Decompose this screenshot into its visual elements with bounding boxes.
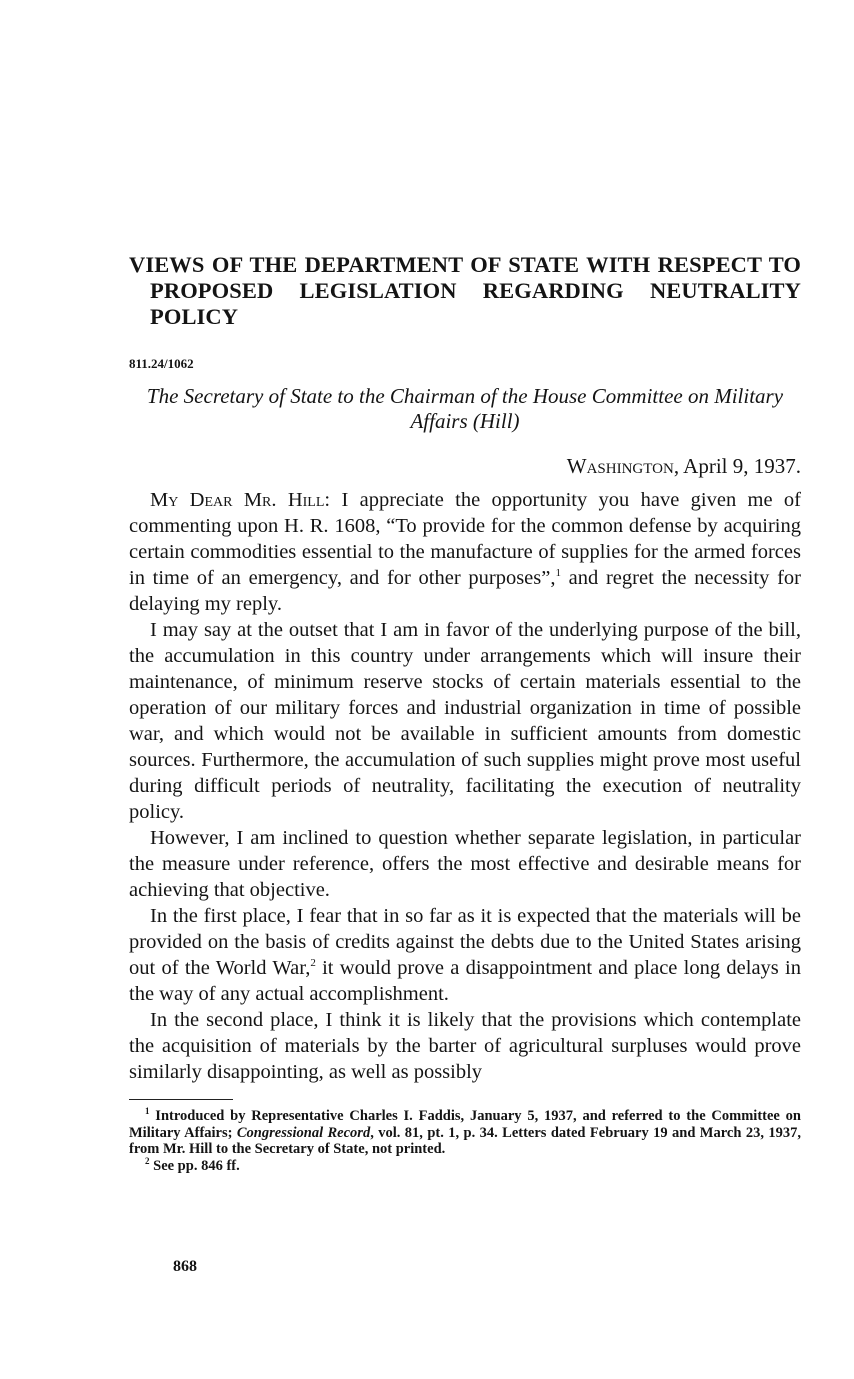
footnote-ref-2: 2 (310, 957, 316, 970)
dateline (129, 454, 801, 479)
paragraph-1-text-b: and regret the necessity for delaying my reply. (129, 567, 801, 615)
footnote-1-mark: 1 (145, 1106, 150, 1117)
document-page (129, 252, 801, 1174)
footnote-ref-1: 1 (555, 567, 561, 580)
paragraph-2: I may say at the outset that I am in favor of the underlying purpose of the bill, the accumulation in this country under arrangements which will insure their maintenance, of minimum reserve stocks of certain materials essential to the operation of our military forces and industrial organization in time of possible war, and which would not be available in sufficient amounts from domestic sources. Furthermore, the accumulation of such supplies might prove most useful during difficult periods of neutrality, facilitating the execution of neutrality policy. (129, 619, 801, 823)
page-number: 868 (173, 1258, 197, 1275)
footnote-2-text: See pp. 846 ff. (149, 1157, 240, 1174)
dateline-date: , April 9, 1937. (673, 454, 801, 478)
file-number: 811.24/1062 (129, 356, 194, 371)
paragraph-4 (129, 903, 801, 1007)
paragraph-1-text-a: : I appreciate the opportunity you have given me of commenting upon H. R. 1608, “To provide for the common defense by acquiring certain commodities essential to the manufacture of supplies for the armed forces in time of an emergency, and for other purposes”, (129, 489, 802, 589)
paragraph-3: However, I am inclined to question whether separate legislation, in particular the measure under reference, offers the most effective and desirable means for achieving that objective. (129, 827, 801, 901)
footnote-1 (129, 1108, 801, 1158)
page-title: VIEWS OF THE DEPARTMENT OF STATE WITH RESPECT TO PROPOSED LEGISLATION REGARDING NEUTRALITY POLICY (129, 252, 801, 329)
paragraph-5: In the second place, I think it is likely that the provisions which contemplate the acquisition of materials by the barter of agricultural surpluses would prove similarly disappointing, as well as possibly (129, 1009, 801, 1083)
footnote-1-text-b: , vol. 81, pt. 1, p. 34. Letters dated February 19 and March 23, 1937, from Mr. Hill to the Secretary of State, not printed. (129, 1124, 801, 1157)
document-title: The Secretary of State to the Chairman of the House Committee on Military Affairs (Hill) (146, 384, 784, 433)
footnote-2-mark: 2 (145, 1155, 150, 1166)
footnote-1-text-a: Introduced by Representative Charles I. Faddis, January 5, 1937, and referred to the Committee on Military Affairs; (129, 1108, 801, 1141)
paragraph-4-text-b: it would prove a disappointment and place long delays in the way of any actual accomplishment. (129, 957, 801, 1005)
footnote-divider (129, 1099, 233, 1100)
paragraph-1 (129, 487, 801, 617)
salutation: My Dear Mr. Hill (150, 489, 325, 511)
letter-body (129, 487, 801, 1085)
paragraph-4-text-a: In the first place, I fear that in so far as it is expected that the materials will be provided on the basis of credits against the debts due to the United States arising out of the World War, (129, 905, 801, 979)
dateline-place: Washington (566, 454, 674, 478)
footnotes (129, 1108, 801, 1174)
footnote-2 (129, 1155, 801, 1175)
footnote-1-citation: Congressional Record (236, 1124, 371, 1141)
